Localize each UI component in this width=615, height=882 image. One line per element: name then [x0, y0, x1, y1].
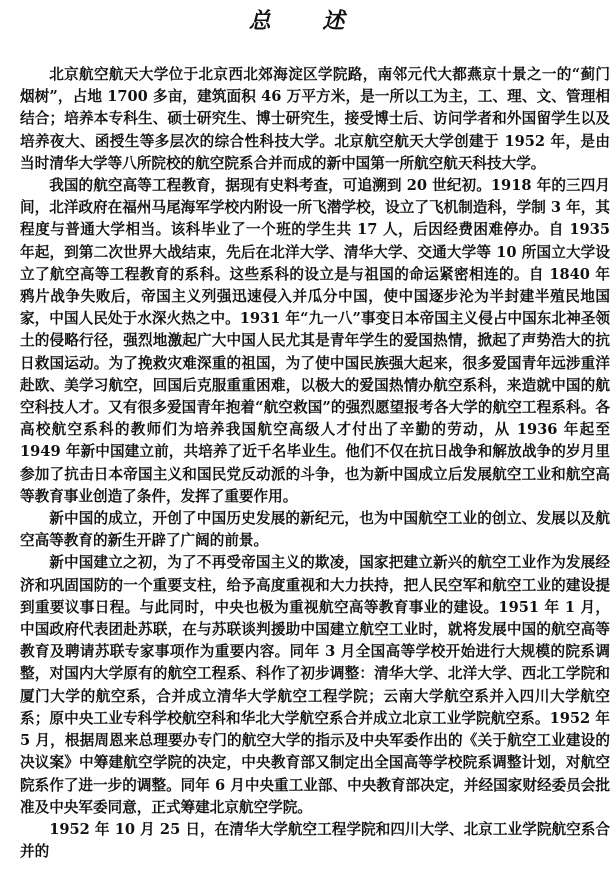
paragraph-4: 新中国建立之初，为了不再受帝国主义的欺凌，国家把建立新兴的航空工业作为发展经济和巩固国防的一个重要支柱，给予高度重视和大力扶持，把人民空军和航空工业的建设提到重要议事日程。与此同时，中央也极为重视航空高等教育事业的建设。1951 年 1 月，中国政府代表团赴苏联，在与苏联谈判援助中国建立航空工业时，就将发展中国的航空高等教育及聘请苏联专家事项作为重要内容。同年 3 月全国高等学校开始进行大规模的院系调整，对国内大学原有的航空工程系、科作了初步调整：清华大学、北洋大学、西北工学院和厦门大学的航空系，合并成立清华大学航空工程学院；云南大学航空系并入四川大学航空系；原中央工业专科学校航空科和华北大学航空系合并成立北京工业学院航空系。1952 年 5 月，根据周恩来总理要办专门的航空大学的指示及中央军委作出的《关于航空工业建设的决议案》中筹建航空学院的决定，中央教育部又制定出全国高等学校院系调整计划，对航空院系作了进一步的调整。同年 6 月中央重工业部、中央教育部决定，并经国家财经委员会批准及中央军委同意，正式筹建北京航空学院。: [20, 554, 610, 816]
page-title: 总 述: [248, 9, 367, 34]
paragraph-5: 1952 年 10 月 25 日，在清华大学航空工程学院和四川大学、北京工业学院航空系合并的: [20, 820, 610, 861]
paragraph-1: 北京航空航天大学位于北京西北郊海淀区学院路，南邻元代大都燕京十景之一的“蓟门烟树”，占地 1700 多亩，建筑面积 46 万平方米，是一所以工为主，工、理、文、管理相结合；培养本专科生、硕士研究生、博士研究生，接受博士后、访问学者和外国留学生以及培养夜大、函授生等多层次的综合性科技大学。北京航空航天大学创建于 1952 年，是由当时清华大学等八所院校的航空院系合并而成的新中国第一所航空航天科技大学。: [20, 66, 610, 172]
paragraph-2: 我国的航空高等工程教育，据现有史料考查，可追溯到 20 世纪初。1918 年的三四月间，北洋政府在福州马尾海军学校内附设一所飞潜学校，设立了飞机制造科，学制 3 年，其程度与普通大学相当。该科毕业了一个班的学生共 17 人，后因经费困难停办。自 1935 年起，到第二次世界大战结束，先后在北洋大学、清华大学、交通大学等 10 所国立大学设立了航空高等工程教育的系科。这些系科的设立是与祖国的命运紧密相连的。自 1840 年鸦片战争失败后，帝国主义列强迅速侵入并瓜分中国，使中国逐步沦为半封建半殖民地国家，中国人民处于水深火热之中。1931 年“九一八”事变日本帝国主义侵占中国东北神圣领土的侵略行径，强烈地激起广大中国人民尤其是青年学生的爱国热情，掀起了声势浩大的抗日救国运动。为了挽救灾难深重的祖国，为了使中国民族强大起来，很多爱国青年远涉重洋赴欧、美学习航空，回国后克服重重困难，以极大的爱国热情办航空系科，来造就中国的航空科技人才。又有很多爱国青年抱着“航空救国”的强烈愿望报考各大学的航空工程系科。各高校航空系科的教师们为培养我国航空高级人才付出了辛勤的劳动，从 1936 年起至 1949 年新中国建立前，共培养了近千名毕业生。他们不仅在抗日战争和解放战争的岁月里参加了抗击日本帝国主义和国民党反动派的斗争，也为新中国成立后发展航空工业和航空高等教育事业创造了条件，发挥了重要作用。: [20, 177, 610, 505]
paragraph-3: 新中国的成立，开创了中国历史发展的新纪元，也为中国航空工业的创立、发展以及航空高等教育的新生开辟了广阔的前景。: [20, 510, 610, 550]
body-text: [20, 64, 610, 863]
